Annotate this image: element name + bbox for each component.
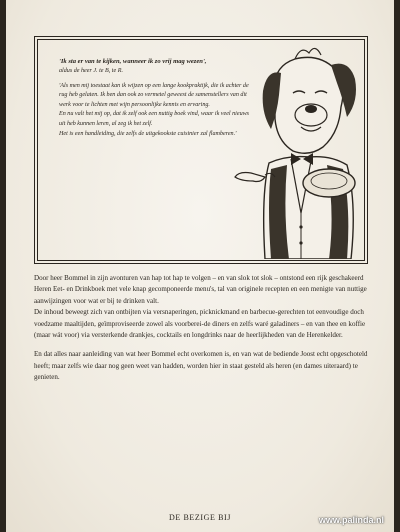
description-paragraph: De inhoud beweegt zich van ontbijten via versnaperingen, picknickmand en barbecue-gerechten tot eenvoudige doch voedzame maaltijden, geïmproviseerde zowel als voorberei-de diners en zelfs waré galadiners – en van thee en koffie (maar wát voor) via versterkende drankjes, cocktails en longdrinks naar de heerlijkheden van de Herenkelder.	[34, 308, 366, 340]
quote-heading: 'Ik sta er van te kijken, wanneer ik zo vrij mag wezen',	[59, 58, 207, 65]
description-text	[34, 273, 374, 384]
quote-block	[59, 57, 255, 139]
back-cover	[6, 0, 394, 532]
description-paragraph: Door heer Bommel in zijn avonturen van hap tot hap te volgen – en van slok tot slok – ontstond een rijk geschakeerd Heren Eet- en Drinkboek met vele knap gecomponeerde menu's, tal van originele recepten en een menigte van nuttige aanwijzingen voor wat er bij te drinken valt.	[34, 274, 367, 305]
quote-paragraph: Het is een handleiding, die zelfs de uitgekookste cuisinier zal flamberen.'	[59, 130, 237, 137]
quote-frame	[34, 36, 368, 264]
bommel-illustration	[231, 43, 367, 259]
quote-paragraph: En nu valt het mij op, dat ik zelf ook een nuttig boek vind, waar ik veel nieuws uit heb kunnen leren, al zeg ik het zelf.	[59, 111, 250, 127]
quote-paragraph: 'Als men mij toestaat kan ik wijzen op een lange kookpraktijk, die ik achter de rug heb gelaten. Ik ben dan ook zo vermetel geweest de samenstellers van dit werk voor te lichten met wijn persoonlijke kennis en ervaring.	[59, 82, 249, 108]
publisher-name: DE BEZIGE BIJ	[168, 513, 231, 522]
watermark-text: www.palinda.nl	[318, 515, 384, 525]
right-spine-edge	[394, 0, 400, 532]
description-paragraph: En dat alles naar aanleiding van wat heer Bommel echt overkomen is, en van wat de bediende Joost echt opgeschoteld heeft; maar zelfs wie daar nog geen weet van hadden, worden hier in staat gesteld als heren (en dames uiteraard) te genieten.	[34, 350, 368, 382]
quote-attribution: aldus de heer J. te B, te R.	[59, 68, 123, 74]
